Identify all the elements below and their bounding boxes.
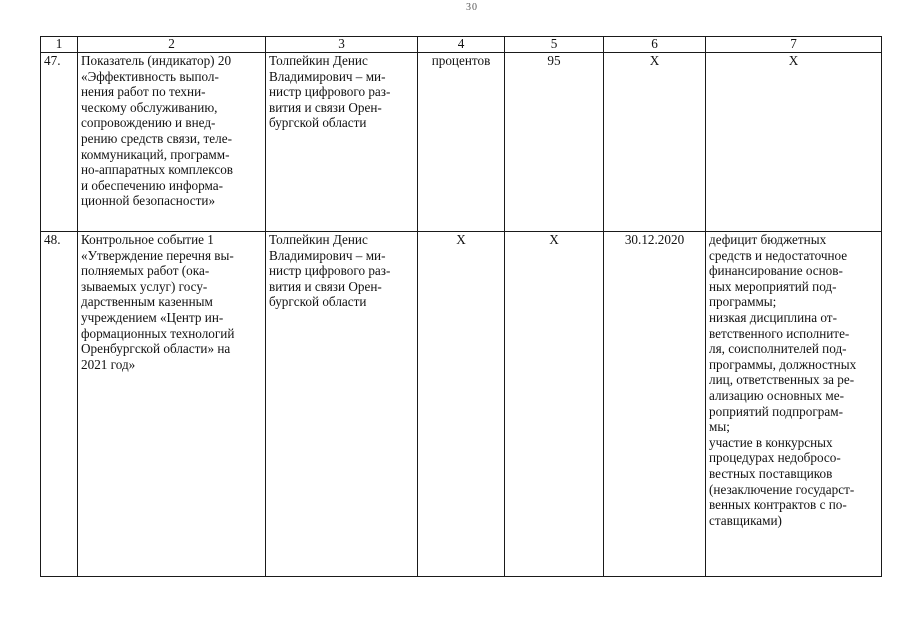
event-name-cell	[78, 232, 266, 577]
responsible-person-cell	[266, 232, 418, 577]
event-name: Контрольное событие 1 «Утверждение перечня вы- полняемых работ (ока- зываемых услуг) госу- дарственным казенным учреждением «Центр ин- формационных технологий Оренбургской области» на 2021 год»	[81, 232, 235, 372]
column-header-6: 6	[604, 37, 706, 53]
row-number: 48.	[41, 232, 78, 577]
risks-cell	[706, 232, 882, 577]
risks-cell: Х	[706, 53, 882, 232]
column-header-4: 4	[418, 37, 505, 53]
value-cell: Х	[505, 232, 604, 577]
responsible-person: Толпейкин Денис Владимирович – ми- нистр цифрового раз- вития и связи Орен- бургской области	[269, 232, 391, 310]
table-row	[41, 53, 882, 232]
column-header-7: 7	[706, 37, 882, 53]
column-header-3: 3	[266, 37, 418, 53]
column-header-1: 1	[41, 37, 78, 53]
risks-text: дефицит бюджетных средств и недостаточное финансирование основ- ных мероприятий под- программы; низкая дисциплина от- ветственного исполните- ля, соисполнителей под- программы, должностных лиц, ответственных за ре- ализацию основных ме- роприятий подпрограм- мы; участие в конкурсных процедурах недобросо- вестных поставщиков (незаключение государст- венных контрактов с по- ставщиками)	[709, 232, 857, 528]
report-table	[40, 36, 882, 577]
date-cell: 30.12.2020	[604, 232, 706, 577]
date-cell: Х	[604, 53, 706, 232]
value-cell: 95	[505, 53, 604, 232]
column-header-5: 5	[505, 37, 604, 53]
row-number: 47.	[41, 53, 78, 232]
unit-cell: Х	[418, 232, 505, 577]
table-row	[41, 232, 882, 577]
column-header-2: 2	[78, 37, 266, 53]
indicator-name-cell	[78, 53, 266, 232]
responsible-person-cell	[266, 53, 418, 232]
responsible-person: Толпейкин Денис Владимирович – ми- нистр цифрового раз- вития и связи Орен- бургской области	[269, 53, 391, 131]
unit-cell: процентов	[418, 53, 505, 232]
indicator-name: Показатель (индикатор) 20 «Эффективность выпол- нения работ по техни- ческому обслуживанию, сопровождению и внед- рению средств связи, теле- коммуникаций, программ- но-аппаратных комплексов и обеспечению информа- ционной безопасности»	[81, 53, 234, 209]
table-header-row	[41, 37, 882, 53]
page-number: 30	[466, 2, 478, 13]
